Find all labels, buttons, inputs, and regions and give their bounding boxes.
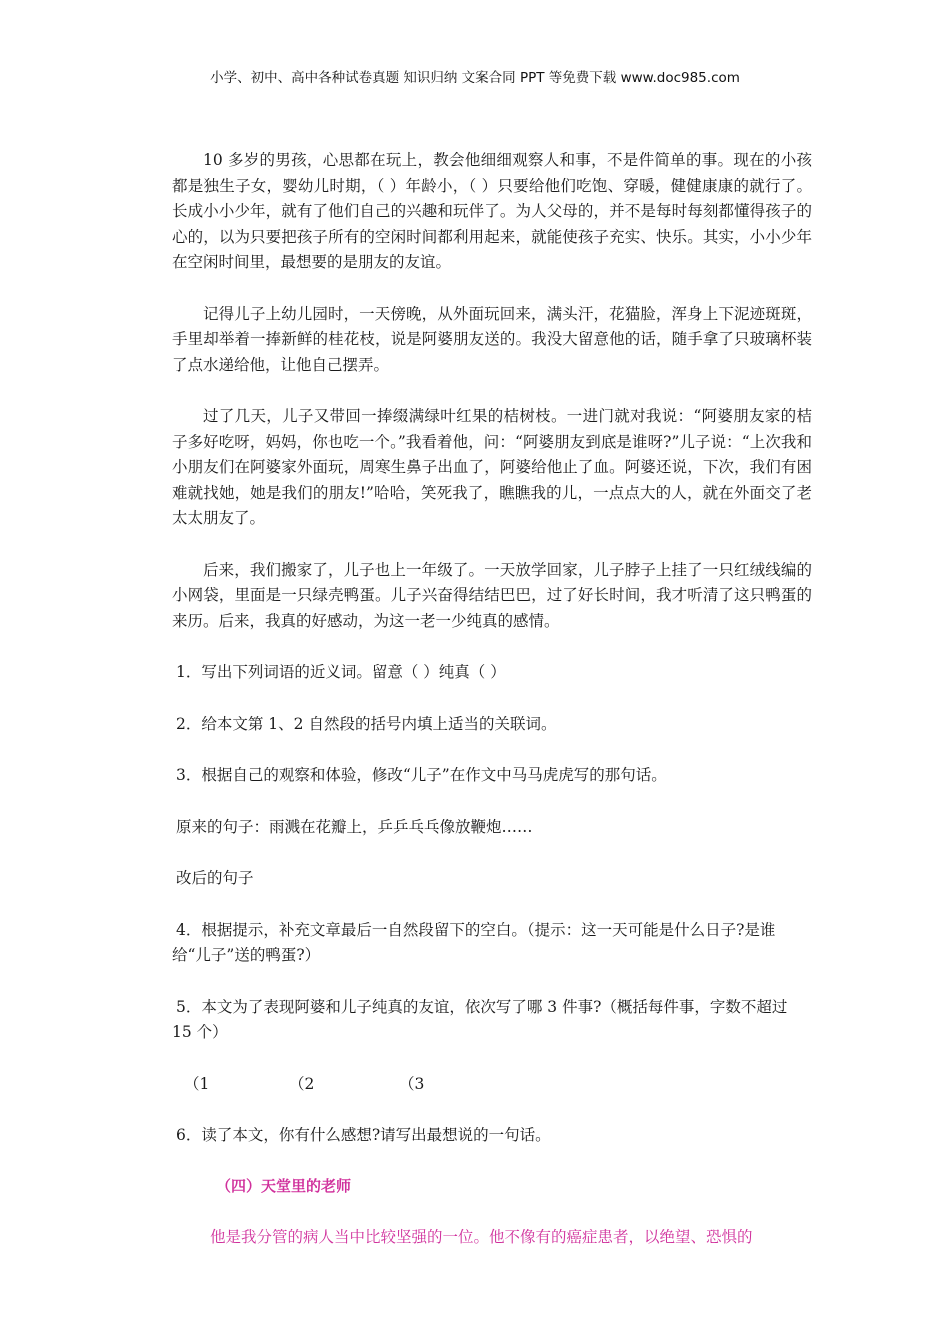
- paragraph-4: 后来，我们搬家了，儿子也上一年级了。一天放学回家，儿子脖子上挂了一只红绒线编的小网袋，里面是一只绿壳鸭蛋。儿子兴奋得结结巴巴，过了好长时间，我才听清了这只鸭蛋的来历。后来，我真的好感动，为这一老一少纯真的感情。: [172, 560, 812, 630]
- question-5: 5．本文为了表现阿婆和儿子纯真的友谊，依次写了哪 3 件事?（概括每件事，字数不超过 15 个）: [172, 997, 788, 1041]
- question-4: 4．根据提示，补充文章最后一自然段留下的空白。（提示：这一天可能是什么日子?是谁给“儿子”送的鸭蛋?）: [172, 920, 776, 964]
- paragraph-1: 10 多岁的男孩，心思都在玩上，教会他细细观察人和事，不是件简单的事。现在的小孩都是独生子女，婴幼儿时期，（ ）年龄小，（ ）只要给他们吃饱、穿暖，健健康康的就行了。长成小小少年，就有了他们自己的兴趣和玩伴了。为人父母的，并不是每时每刻都懂得孩子的心的，以为只要把孩子所有的空闲时间都利用起来，就能使孩子充实、快乐。其实，小小少年在空闲时间里，最想要的是朋友的友谊。: [172, 151, 812, 271]
- page-header: 小学、初中、高中各种试卷真题 知识归纳 文案合同 PPT 等免费下载 www.doc985.com: [210, 70, 740, 86]
- document-body: [172, 148, 812, 1250]
- question-2: 2．给本文第 1、2 自然段的括号内填上适当的关联词。: [176, 714, 557, 733]
- question-3-original-sentence: 原来的句子：雨溅在花瓣上，乒乒乓乓像放鞭炮……: [176, 817, 533, 836]
- question-3-revised-sentence: 改后的句子: [176, 869, 254, 887]
- paragraph-2: 记得儿子上幼儿园时，一天傍晚，从外面玩回来，满头汗，花猫脸，浑身上下泥迹斑斑，手里却举着一捧新鲜的桂花枝，说是阿婆朋友送的。我没大留意他的话，随手拿了只玻璃杯装了点水递给他，让他自己摆弄。: [172, 304, 812, 374]
- answer-slot-2: （2: [289, 1074, 315, 1093]
- section-first-line: 他是我分管的病人当中比较坚强的一位。他不像有的癌症患者，以绝望、恐惧的: [210, 1228, 753, 1246]
- question-1: 1．写出下列词语的近义词。留意（ ）纯真（ ）: [176, 663, 506, 681]
- question-5-answer-slots: [172, 1072, 812, 1097]
- answer-slot-3: （3: [399, 1074, 425, 1093]
- answer-slot-1: （1: [184, 1074, 210, 1093]
- paragraph-3: 过了几天，儿子又带回一捧缀满绿叶红果的桔树枝。一进门就对我说：“阿婆朋友家的桔子多好吃呀，妈妈，你也吃一个。”我看着他，问：“阿婆朋友到底是谁呀?”儿子说：“上次我和小朋友们在阿婆家外面玩，周寒生鼻子出血了，阿婆给他止了血。阿婆还说，下次，我们有困难就找她，她是我们的朋友!”哈哈，笑死我了，瞧瞧我的儿，一点点大的人，就在外面交了老太太朋友了。: [172, 407, 812, 527]
- question-3: 3．根据自己的观察和体验，修改“儿子”在作文中马马虎虎写的那句话。: [176, 766, 667, 784]
- section-title: （四）天堂里的老师: [216, 1177, 352, 1195]
- question-6: 6．读了本文，你有什么感想?请写出最想说的一句话。: [176, 1125, 551, 1144]
